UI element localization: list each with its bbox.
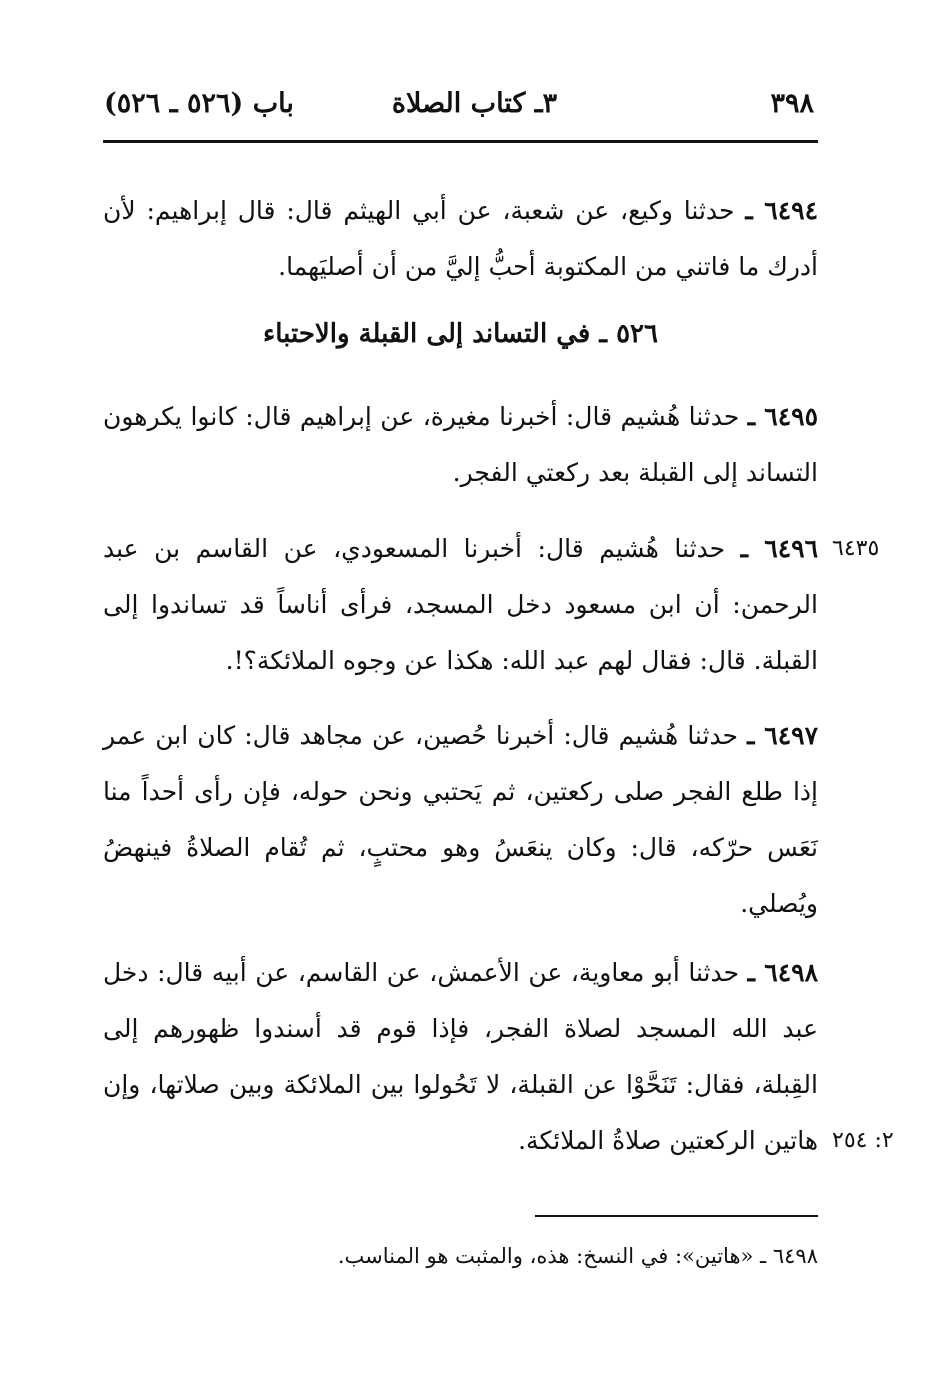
hadith-text: حدثنا هُشيم قال: أخبرنا المسعودي، عن القاسم بن عبد الرحمن: أن ابن مسعود دخل المسجد، فرأى أناساً قد تساندوا إلى القبلة. قال: فقال لهم عبد الله: هكذا عن وجوه الملائكة؟!.: [103, 534, 818, 675]
footnote: ٦٤٩٨ ـ «هاتين»: في النسخ: هذه، والمثبت هو المناسب.: [337, 1244, 818, 1268]
hadith-6497: [103, 708, 818, 932]
margin-note-6435: ٦٤٣٥: [832, 536, 880, 561]
book-title-text: ٣ـ كتاب الصلاة: [391, 88, 558, 119]
hadith-number: ٦٤٩٤ ـ: [745, 196, 819, 225]
hadith-6495: [103, 389, 818, 501]
hadith-text: حدثنا أبو معاوية، عن الأعمش، عن القاسم، عن أبيه قال: دخل عبد الله المسجد لصلاة الفجر، فإذا قوم قد أسندوا ظهورهم إلى القِبلة، فقال: تَنَحَّوْا عن القبلة، لا تَحُولوا بين الملائكة وبين صلاتها، وإن هاتين الركعتين صلاةُ الملائكة.: [103, 958, 819, 1155]
hadith-text: حدثنا هُشيم قال: أخبرنا مغيرة، عن إبراهيم قال: كانوا يكرهون التساند إلى القبلة بعد ركعتي الفجر.: [103, 402, 818, 487]
header-divider: [103, 140, 818, 143]
hadith-6494: [103, 183, 818, 295]
margin-note-2-254: ٢: ٢٥٤: [832, 1128, 894, 1153]
hadith-text: حدثنا وكيع، عن شعبة، عن أبي الهيثم قال: قال إبراهيم: لأن أدرك ما فاتني من المكتوبة أحبُّ إليَّ من أن أصليَهما.: [103, 196, 818, 281]
hadith-number: ٦٤٩٦ ـ: [740, 534, 819, 563]
hadith-number: ٦٤٩٧ ـ: [747, 721, 818, 750]
hadith-number: ٦٤٩٨ ـ: [747, 958, 819, 987]
hadith-6496: [103, 521, 818, 689]
section-heading: ٥٢٦ ـ في التساند إلى القبلة والاحتباء: [263, 319, 658, 349]
hadith-number: ٦٤٩٥ ـ: [747, 402, 818, 431]
chapter-range: باب (٥٢٦ ـ ٥٢٦): [104, 88, 294, 119]
hadith-6498: [103, 945, 818, 1169]
page-number: ٣٩٨: [770, 88, 814, 119]
hadith-text: حدثنا هُشيم قال: أخبرنا حُصين، عن مجاهد قال: كان ابن عمر إذا طلع الفجر صلى ركعتين، ثم يَحتبي ونحن حوله، فإن رأى أحداً منا نَعَس حرّكه، قال: وكان ينعَسُ وهو محتبٍ، ثم تُقام الصلاةُ فينهضُ ويُصلي.: [103, 721, 818, 918]
footnote-divider: [535, 1215, 818, 1217]
